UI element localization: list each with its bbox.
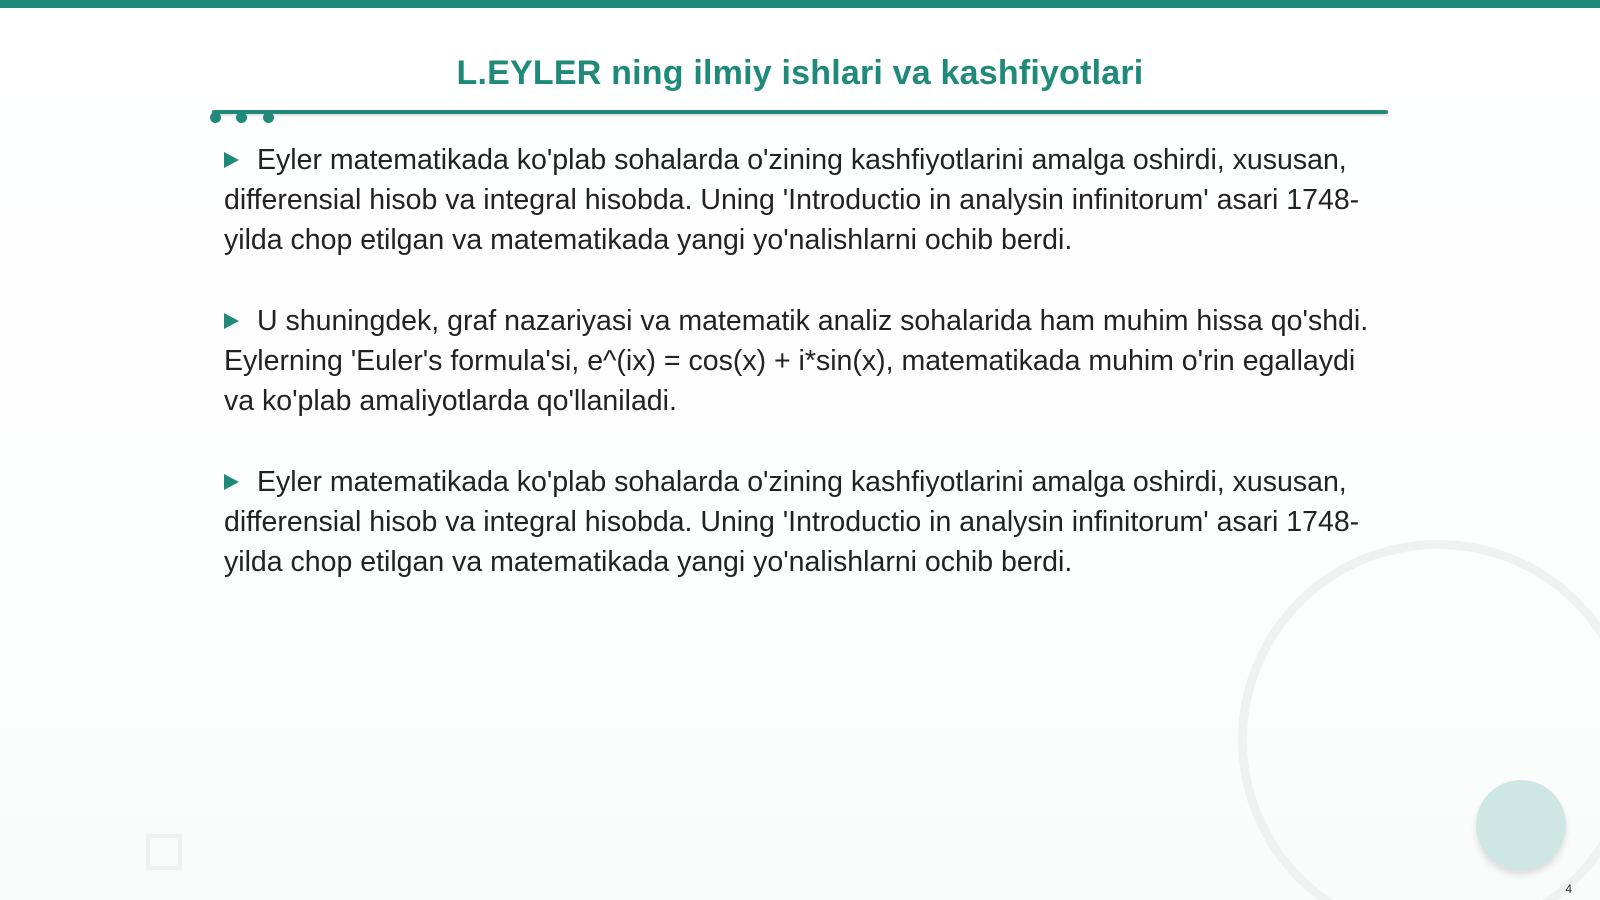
bullet-list [224,140,1374,623]
top-accent-bar [0,0,1600,8]
triangle-right-icon [224,152,239,168]
underline-dot [263,112,274,123]
bullet-paragraph [224,140,1374,260]
paragraph-text: U shuningdek, graf nazariyasi va matematik analiz sohalarida ham muhim hissa qo'shdi. Eylerning 'Euler's formula'si, e^(ix) = cos(x) + i*sin(x), matematikada muhim o'rin egallaydi va ko'plab amaliyotlarda qo'llaniladi. [224,305,1369,417]
slide-title: L.EYLER ning ilmiy ishlari va kashfiyotlari [456,54,1144,92]
decorative-square [146,834,182,870]
triangle-right-icon [224,474,239,490]
bullet-paragraph [224,301,1374,421]
page-number: 4 [1565,882,1572,896]
triangle-right-icon [224,313,239,329]
underline-dot [236,112,247,123]
paragraph-text: Eyler matematikada ko'plab sohalarda o'zining kashfiyotlarini amalga oshirdi, xususan, differensial hisob va integral hisobda. Uning 'Introductio in analysin infinitorum' asari 1748-yilda chop etilgan va matematikada yangi yo'nalishlarni ochib berdi. [224,144,1360,256]
underline-dot [210,112,221,123]
paragraph-text: Eyler matematikada ko'plab sohalarda o'zining kashfiyotlarini amalga oshirdi, xususan, differensial hisob va integral hisobda. Uning 'Introductio in analysin infinitorum' asari 1748-yilda chop etilgan va matematikada yangi yo'nalishlarni ochib berdi. [224,466,1360,578]
title-underline [212,110,1388,114]
bullet-paragraph [224,462,1374,582]
decorative-circle [1476,780,1566,870]
